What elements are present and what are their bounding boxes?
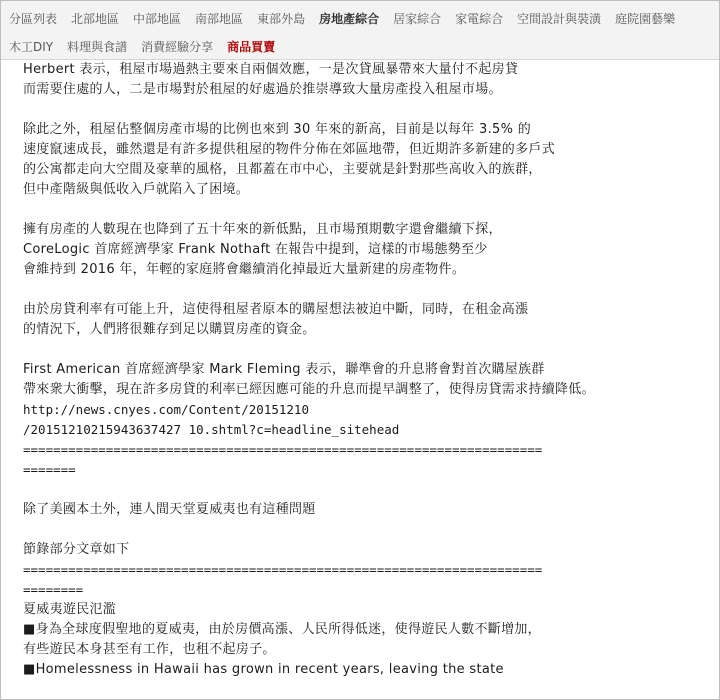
nav-item-8[interactable]: 空間設計與裝潢	[517, 11, 602, 26]
category-nav	[1, 1, 719, 60]
nav-item-1[interactable]: 北部地區	[71, 11, 120, 26]
article-paragraph: 除了美國本土外，連人間天堂夏威夷也有這種問題	[23, 502, 316, 517]
article-paragraph: 有些遊民本身甚至有工作，也租不起房子。	[23, 642, 276, 657]
nav-item-row2-3[interactable]: 商品買賣	[227, 39, 276, 54]
category-nav-row-1	[9, 7, 689, 29]
source-link[interactable]: http://news.cnyes.com/Content/20151210	[23, 402, 309, 417]
article-paragraph: 擁有房產的人數現在也降到了五十年來的新低點，且市場預期數字還會繼續下探，	[23, 222, 502, 237]
nav-item-3[interactable]: 南部地區	[195, 11, 244, 26]
divider-line: =====================================================================	[23, 562, 543, 577]
nav-item-7[interactable]: 家電綜合	[455, 11, 504, 26]
divider-line: =======	[23, 462, 76, 477]
article-paragraph: 會維持到 2016 年，年輕的家庭將會繼續消化掉最近大量新建的房產物件。	[23, 262, 466, 277]
nav-item-9[interactable]: 庭院園藝樂	[615, 11, 676, 26]
source-link-line-2[interactable]	[23, 420, 713, 440]
article-paragraph: Herbert 表示，租屋市場過熱主要來自兩個效應，一是次貸風暴帶來大量付不起房貸	[23, 62, 519, 77]
article-paragraph: 速度竄速成長，雖然還是有許多提供租屋的物件分佈在郊區地帶，但近期許多新建的多戶式	[23, 142, 556, 157]
article-paragraph: 由於房貸利率有可能上升，這使得租屋者原本的購屋想法被迫中斷，同時，在租金高漲	[23, 302, 529, 317]
article-paragraph: ■身為全球度假聖地的夏威夷，由於房價高漲、人民所得低迷，使得遊民人數不斷增加，	[23, 622, 541, 637]
article-paragraph: 節錄部分文章如下	[23, 542, 130, 557]
nav-item-0[interactable]: 分區列表	[9, 11, 58, 26]
article-paragraph: CoreLogic 首席經濟學家 Frank Nothaft 在報告中提到，這樣的市場態勢至少	[23, 242, 488, 257]
divider-line: =====================================================================	[23, 442, 543, 457]
nav-item-5[interactable]: 房地產綜合	[319, 11, 380, 26]
article-paragraph: 但中產階級與低收入戶就陷入了困境。	[23, 182, 250, 197]
article-paragraph: 帶來衆大衝擊，現在許多房貸的利率已經因應可能的升息而提早調整了，使得房貸需求持續降低。	[23, 382, 595, 397]
nav-item-row2-0[interactable]: 木工DIY	[9, 39, 54, 54]
article-paragraph: 的公寓都走向大空間及豪華的風格，且都蓋在市中心，主要就是針對那些高收入的族群，	[23, 162, 542, 177]
nav-item-row2-2[interactable]: 消費經驗分享	[141, 39, 214, 54]
section-title: 夏威夷遊民氾濫	[23, 602, 117, 617]
article-paragraph: 而需要住處的人，二是市場對於租屋的好處過於推崇導致大量房產投入租屋市場。	[23, 82, 502, 97]
article-paragraph: 除此之外，租屋佔整個房產市場的比例也來到 30 年來的新高，目前是以每年 3.5% 的	[23, 122, 531, 137]
article-body	[23, 60, 713, 700]
source-link[interactable]: /20151210215943637427 10.shtml?c=headline_sitehead	[23, 422, 400, 437]
divider-line: ========	[23, 582, 84, 597]
category-nav-row-2	[9, 35, 289, 57]
nav-item-4[interactable]: 東部外島	[257, 11, 306, 26]
nav-item-2[interactable]: 中部地區	[133, 11, 182, 26]
nav-item-6[interactable]: 居家綜合	[393, 11, 442, 26]
nav-item-row2-1[interactable]: 料理與食譜	[67, 39, 128, 54]
article-paragraph: First American 首席經濟學家 Mark Fleming 表示，聯準會的升息將會對首次購屋族群	[23, 362, 545, 377]
source-link-line-1[interactable]	[23, 400, 713, 420]
article-paragraph: ■Homelessness in Hawaii has grown in recent years, leaving the state	[23, 662, 504, 677]
article-paragraph: 的情況下，人們將很難存到足以購買房產的資金。	[23, 322, 316, 337]
